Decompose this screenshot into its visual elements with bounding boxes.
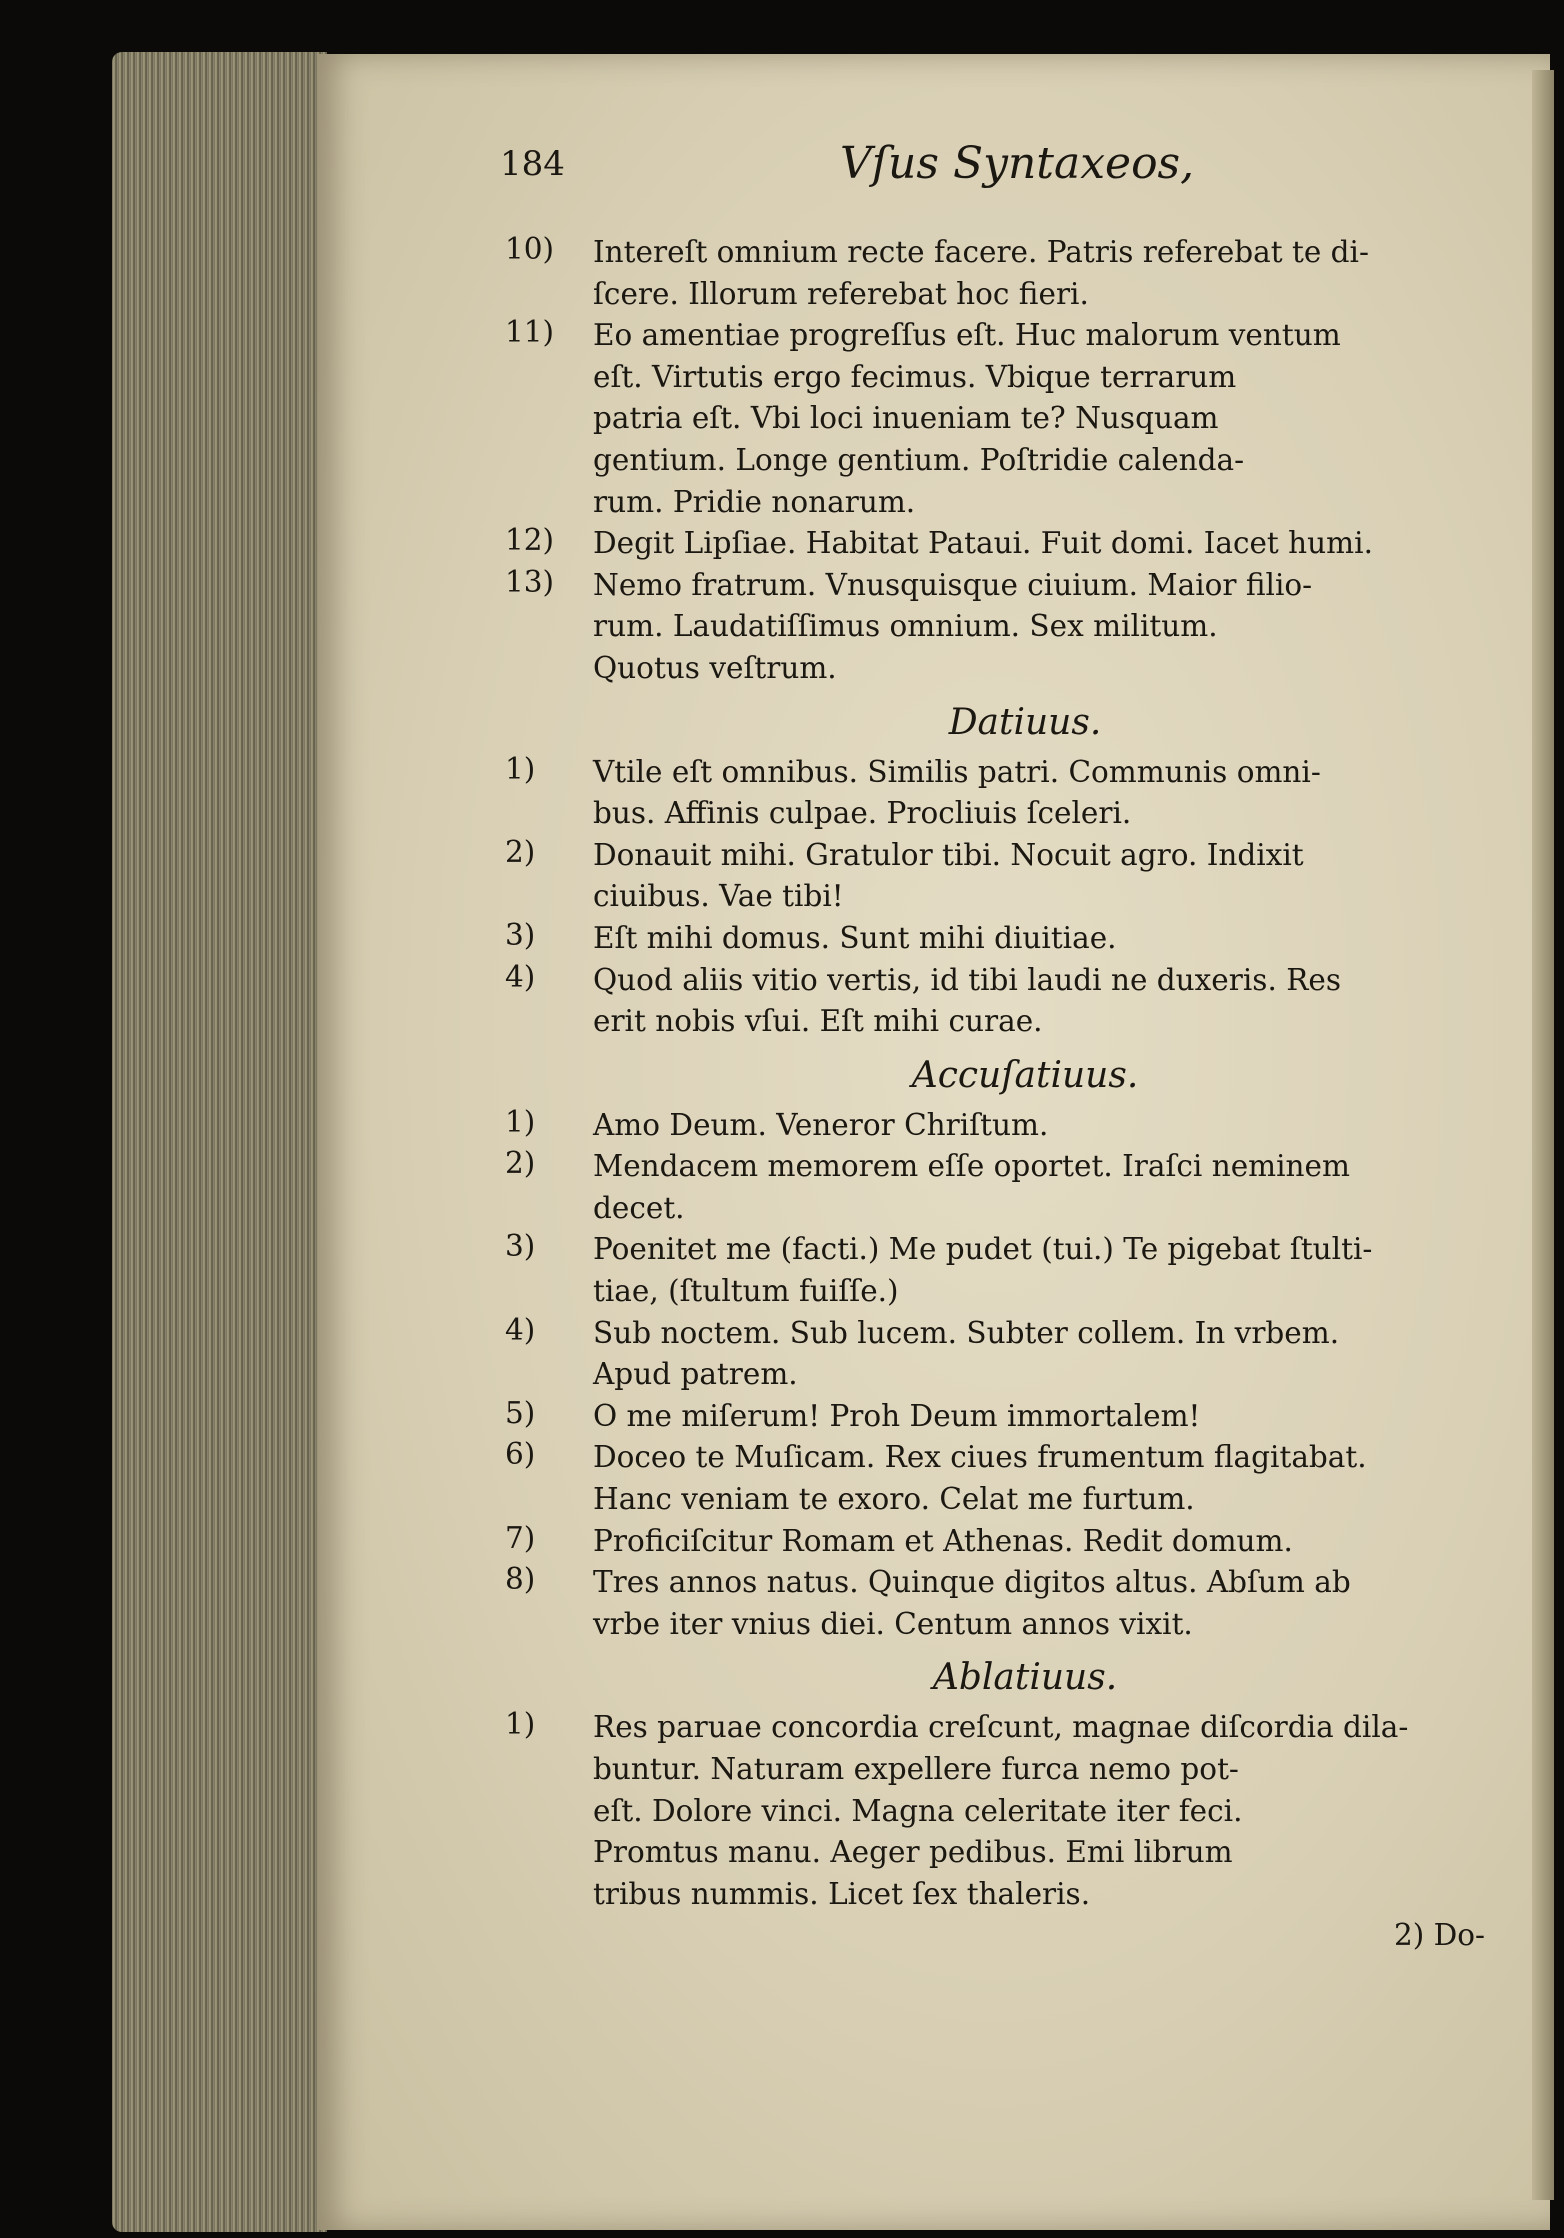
entry-number: 8) [505,1562,536,1597]
text-line: erit nobis vſui. Eſt mihi curae. [593,1004,1043,1039]
entry-number: 3) [505,917,536,952]
entry-number: 2) [505,834,536,869]
section-heading-ablatiuus: Ablatiuus. [932,1657,1118,1699]
text-line: Mendacem memorem eſſe oportet. Iraſci neminem [593,1149,1350,1184]
entry-number: 3) [505,1229,536,1264]
entry-number: 2) [505,1146,536,1181]
numbered-entry [505,232,1485,315]
text-line: vrbe iter vnius diei. Centum annos vixit. [593,1606,1193,1641]
page-edges-left [112,52,327,2232]
entry-number: 1) [505,751,536,786]
catchword: 2) Do- [1393,1918,1485,1953]
numbered-entry [505,523,1485,565]
numbered-entry [505,960,1485,1043]
numbered-entry [505,315,1485,523]
text-line: Promtus manu. Aeger pedibus. Emi librum [593,1835,1233,1870]
text-line: ſcere. Illorum referebat hoc fieri. [593,276,1089,311]
entry-number: 11) [505,315,555,350]
text-line: Tres annos natus. Quinque digitos altus. Abſum ab [593,1565,1351,1600]
numbered-entry [505,1521,1485,1563]
section-datiuus [505,752,1485,1043]
text-line: Doceo te Muſicam. Rex ciues frumentum flagitabat. [593,1440,1367,1475]
text-line: Hanc veniam te exoro. Celat me furtum. [593,1482,1195,1517]
numbered-entry [505,1229,1485,1312]
numbered-entry [505,1562,1485,1645]
page-edge-right [1532,70,1554,2200]
section-heading-accusatiuus: Accuſatiuus. [911,1054,1139,1096]
text-line: Res paruae concordia creſcunt, magnae diſcordia dila- [593,1710,1409,1745]
entry-number: 4) [505,1312,536,1347]
text-line: Poenitet me (facti.) Me pudet (tui.) Te pigebat ſtulti- [593,1232,1373,1267]
entry-number: 12) [505,523,555,558]
text-line: Donauit mihi. Gratulor tibi. Nocuit agro. Indixit [593,837,1304,872]
text-line: Quod aliis vitio vertis, id tibi laudi ne duxeris. Res [593,962,1342,997]
entry-number: 1) [505,1707,536,1742]
numbered-entry [505,918,1485,960]
text-line: Eſt mihi domus. Sunt mihi diuitiae. [593,920,1117,955]
running-head: Vſus Syntaxeos, [840,138,1195,189]
text-line: rum. Pridie nonarum. [593,484,916,519]
text-line: ciuibus. Vae tibi! [593,879,844,914]
text-line: Amo Deum. Veneror Chriſtum. [593,1107,1049,1142]
entry-number: 5) [505,1395,536,1430]
numbered-entry [505,565,1485,690]
page-header [500,138,1500,198]
text-line: Proficiſcitur Romam et Athenas. Redit domum. [593,1523,1293,1558]
text-line: eſt. Virtutis ergo fecimus. Vbique terrarum [593,359,1237,394]
text-line: O me miſerum! Proh Deum immortalem! [593,1398,1201,1433]
text-line: tiae, (ſtultum fuiſſe.) [593,1274,899,1309]
numbered-entry [505,835,1485,918]
text-line: patria eſt. Vbi loci inueniam te? Nusquam [593,401,1219,436]
text-line: Intereſt omnium recte facere. Patris referebat te di- [593,235,1369,269]
section-heading-datiuus: Datiuus. [948,701,1102,743]
entry-number: 13) [505,564,555,599]
entry-number: 4) [505,959,536,994]
numbered-entry [505,1707,1485,1915]
text-line: decet. [593,1190,685,1225]
text-line: eſt. Dolore vinci. Magna celeritate iter feci. [593,1793,1243,1828]
text-line: Vtile eſt omnibus. Similis patri. Communis omni- [593,754,1321,789]
numbered-entry [505,1146,1485,1229]
text-line: Apud patrem. [593,1357,798,1392]
text-line: Quotus veſtrum. [593,650,837,685]
text-line: Degit Lipſiae. Habitat Pataui. Fuit domi. Iacet humi. [593,526,1373,561]
page-text [505,232,1485,1957]
entry-number: 1) [505,1104,536,1139]
numbered-entry [505,1313,1485,1396]
numbered-entry [505,1437,1485,1520]
text-line: bus. Affinis culpae. Procliuis ſceleri. [593,796,1132,831]
numbered-entry [505,1396,1485,1438]
page-number: 184 [500,144,565,184]
section-genitiuus [505,232,1485,690]
text-line: Nemo fratrum. Vnusquisque ciuium. Maior filio- [593,567,1313,602]
text-line: Sub noctem. Sub lucem. Subter collem. In vrbem. [593,1315,1340,1350]
entry-number: 10) [505,232,555,266]
text-line: buntur. Naturam expellere furca nemo pot- [593,1752,1239,1786]
text-line: tribus nummis. Licet ſex thaleris. [593,1876,1091,1911]
entry-number: 6) [505,1437,536,1472]
text-line: gentium. Longe gentium. Poſtridie calenda- [593,442,1245,477]
section-ablatiuus [505,1707,1485,1915]
text-line: rum. Laudatiſſimus omnium. Sex militum. [593,609,1218,644]
entry-number: 7) [505,1520,536,1555]
text-line: Eo amentiae progreſſus eſt. Huc malorum ventum [593,318,1341,353]
section-accusatiuus [505,1105,1485,1646]
numbered-entry [505,1105,1485,1147]
numbered-entry [505,752,1485,835]
